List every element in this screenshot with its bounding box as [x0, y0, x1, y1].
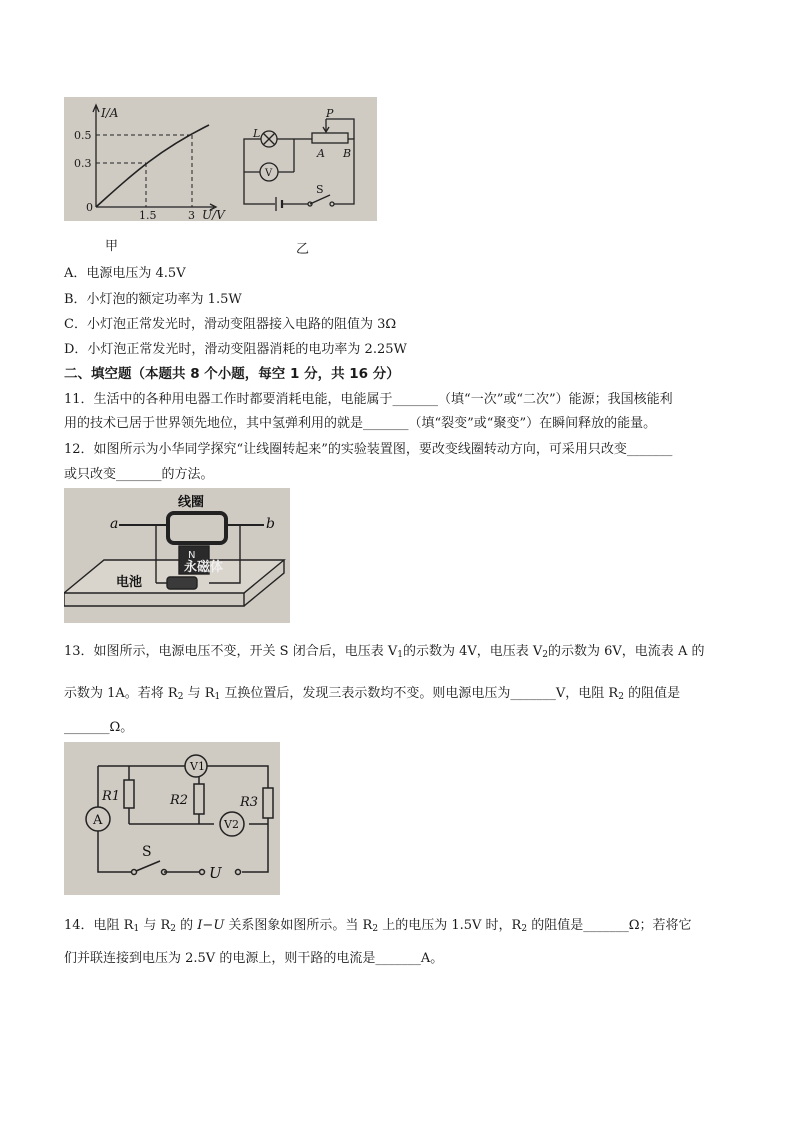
battery-label: 电池: [116, 575, 143, 590]
option-c: C．小灯泡正常发光时，滑动变阻器接入电路的阻值为 3Ω: [64, 317, 397, 332]
switch: [136, 861, 160, 871]
v2-label: V2: [224, 818, 239, 831]
option-d: D．小灯泡正常发光时，滑动变阻器消耗的电功率为 2.25W: [64, 342, 407, 357]
q12-line2: 或只改变_______的方法。: [64, 467, 214, 482]
end-a-label: a: [110, 516, 119, 532]
r2-label: R2: [170, 793, 189, 808]
q13-line2: 示数为 1A。若将 $R_2$ 与 $R_1$ 互换位置后，发现三表示数均不变。则电源电压为_______V，电阻 $R_2$ 的阻值是: [64, 686, 681, 702]
resistor-r1: [124, 780, 134, 808]
slider-label: P: [326, 107, 334, 120]
pole-label: N: [188, 550, 196, 561]
x-tick: 1.5: [139, 209, 157, 221]
y-tick: 0.3: [74, 157, 92, 170]
magnet-label: 永磁体: [184, 560, 224, 575]
figure-motor-apparatus: [64, 488, 290, 623]
q13-line3: _______Ω。: [64, 720, 134, 735]
q11-line2: 用的技术已居于世界领先地位，其中氢弹利用的就是_______（填“裂变”或“聚变”）在瞬间释放的能量。: [64, 416, 657, 431]
y-tick: 0.5: [74, 129, 92, 142]
r1-label: R1: [102, 789, 121, 804]
rheostat-end-b: B: [343, 147, 352, 160]
q14-line2: 们并联连接到电压为 2.5V 的电源上，则干路的电流是_______A。: [64, 951, 444, 966]
q12-line1: 12．如图所示为小华同学探究“让线圈转起来”的实验装置图，要改变线圈转动方向，可采用只改变_______: [64, 442, 673, 457]
resistor-r2: [194, 784, 204, 814]
option-a: A．电源电压为 4.5V: [64, 266, 186, 281]
ammeter-label: A: [93, 813, 103, 828]
resistor-r3: [263, 788, 273, 818]
caption-right: 乙: [296, 242, 310, 257]
origin-label: 0: [86, 201, 93, 214]
section-title: 二、填空题（本题共 8 个小题，每空 1 分，共 16 分）: [64, 366, 400, 382]
x-axis-label: U/V: [202, 208, 225, 221]
q13-line1: 13．如图所示，电源电压不变，开关 S 闭合后，电压表 $V_1$的示数为 4V，电压表 $V_2$的示数为 6V，电流表 A 的: [64, 644, 705, 660]
y-axis-label: I/A: [101, 106, 119, 120]
end-b-label: b: [266, 516, 275, 532]
battery: [167, 577, 197, 589]
switch-label: S: [316, 183, 324, 196]
lamp-label: L: [253, 127, 261, 140]
v1-label: V1: [190, 760, 205, 773]
source-label: U: [209, 864, 222, 882]
q11-line1: 11．生活中的各种用电器工作时都要消耗电能，电能属于_______（填“一次”或“二次”）能源；我国核能利: [64, 392, 673, 407]
switch-label: S: [142, 844, 152, 860]
figure-three-resistor-circuit: [64, 742, 280, 895]
rheostat-end-a: A: [317, 147, 325, 160]
coil: [168, 513, 226, 543]
q14-line1: 14．电阻 $R_1$ 与 $R_2$ 的 I−U 关系图象如图所示。当 $R_2$ 上的电压为 1.5V 时，$R_2$ 的阻值是_______Ω；若将它: [64, 918, 692, 934]
circuit-diagram: [244, 119, 354, 211]
caption-left: 甲: [105, 239, 119, 254]
voltmeter-label: V: [265, 168, 273, 179]
coil-label: 线圈: [178, 495, 205, 510]
x-tick: 3: [188, 209, 195, 221]
option-b: B．小灯泡的额定功率为 1.5W: [64, 292, 242, 307]
r3-label: R3: [240, 795, 259, 810]
figure-graph-and-circuit: [64, 97, 377, 221]
